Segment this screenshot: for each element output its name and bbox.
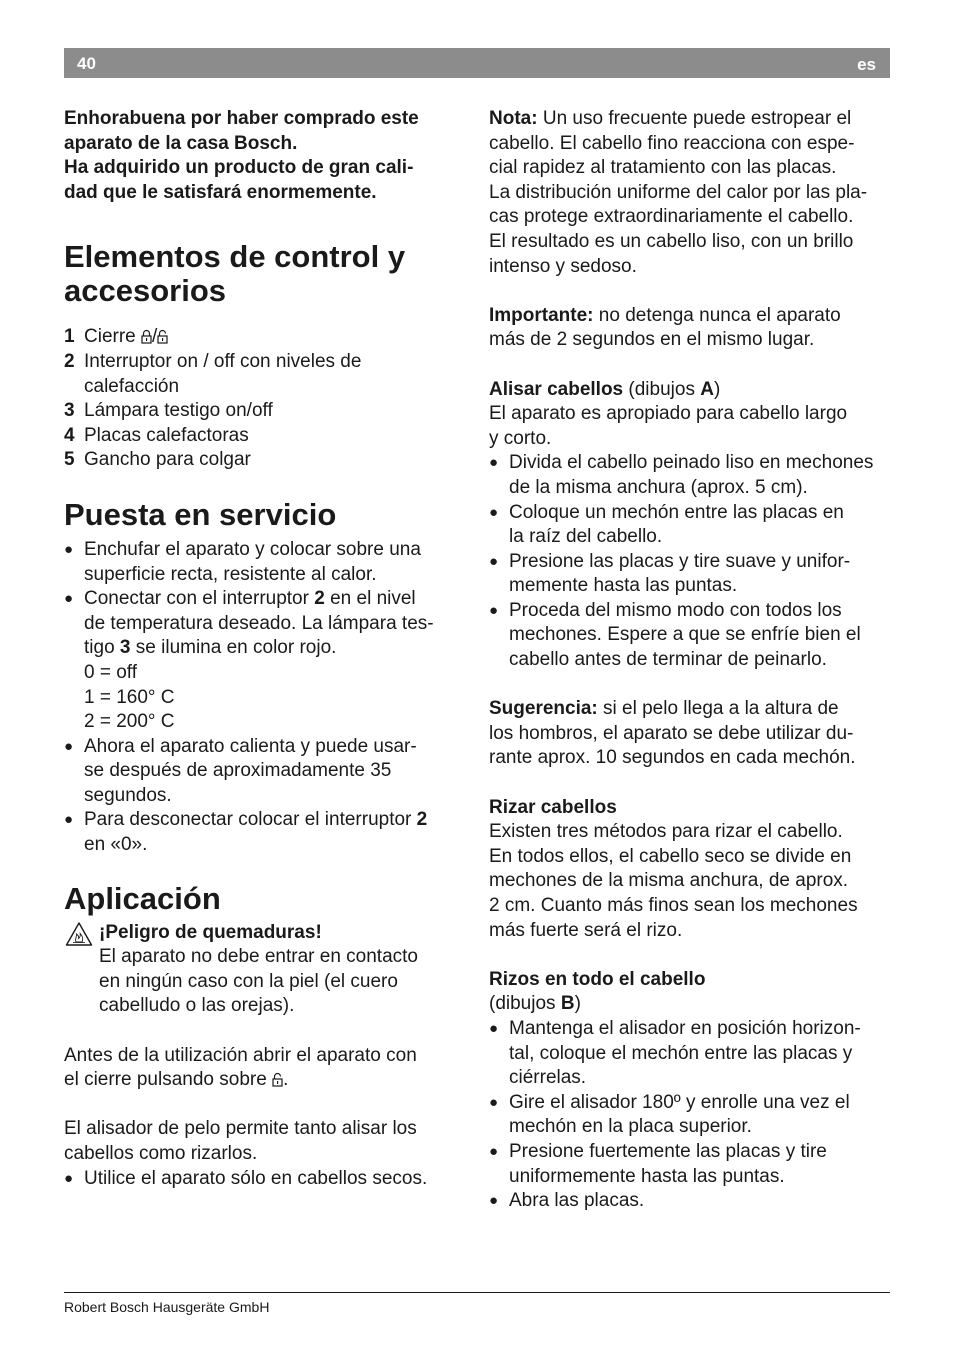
intro-line: aparato de la casa Bosch. [64, 132, 298, 154]
slash: / [152, 326, 158, 348]
item-text: Placas calefactoras [84, 424, 249, 446]
item-number: 3 [64, 400, 75, 422]
straighten-line: y corto. [489, 427, 552, 449]
intro-paragraph [64, 107, 464, 205]
temperature-level: 2 = 200° C [84, 711, 175, 733]
list-item [64, 325, 464, 350]
lock-icon [141, 329, 152, 344]
controls-heading [64, 240, 464, 308]
item-text: Coloque un mechón entre las placas en [509, 501, 844, 523]
usage-paragraph: cabellos como rizarlos. [64, 1143, 258, 1164]
important-line: más de 2 segundos en el mismo lugar. [489, 329, 815, 351]
item-text: Presione las placas y tire suave y unifor- [509, 550, 851, 572]
list-item [64, 587, 464, 735]
note-text: Un uso frecuente puede estropear el [537, 108, 852, 129]
list-item [64, 808, 464, 857]
important-text: no detenga nunca el aparato [593, 304, 841, 326]
warning-line: cabelludo o las orejas). [99, 995, 295, 1017]
tip-text: si el pelo llega a la altura de [597, 698, 839, 720]
temperature-level: 1 = 160° C [84, 686, 175, 708]
curl-line: En todos ellos, el cabello seco se divide en [489, 845, 852, 867]
startup-list [64, 538, 464, 858]
item-text: Cierre [84, 326, 142, 348]
tip-label: Sugerencia: [489, 698, 598, 720]
figure-ref-text: (dibujos [623, 378, 701, 400]
open-instruction: Antes de la utilización abrir el aparato con [64, 1044, 417, 1066]
list-item [489, 599, 894, 673]
footer-company: Robert Bosch Hausgeräte GmbH [64, 1299, 270, 1315]
figure-ref: A [700, 378, 714, 400]
figure-ref-text: ) [574, 993, 581, 1015]
item-text: tigo [84, 637, 120, 659]
bullet-icon: ● [489, 503, 499, 521]
figure-ref-text: (dibujos [489, 993, 561, 1015]
note-line: cabello. El cabello fino reacciona con espe- [489, 132, 855, 154]
ref-number: 2 [314, 588, 325, 610]
bullet-icon: ● [64, 811, 74, 829]
straighten-line: El aparato es apropiado para cabello largo [489, 403, 848, 425]
note-paragraph [489, 107, 894, 132]
section-label: Alisar cabellos [489, 378, 624, 400]
item-text: segundos. [84, 784, 172, 806]
note-label: Nota: [489, 108, 538, 129]
item-text: tal, coloque el mechón entre las placas y [509, 1042, 853, 1064]
list-item [489, 451, 894, 500]
curl-line: mechones de la misma anchura, de aprox. [489, 870, 849, 892]
bullet-icon: ● [489, 552, 499, 570]
bullet-icon: ● [64, 540, 74, 558]
bullet-icon: ● [489, 454, 499, 472]
important-label: Importante: [489, 304, 594, 326]
item-number: 2 [64, 350, 75, 372]
bullet-icon: ● [64, 590, 74, 608]
item-text: Abra las placas. [509, 1190, 645, 1212]
curl-line: 2 cm. Cuanto más finos sean los mechones [489, 895, 858, 916]
note-line: cial rapidez al tratamiento con las placas. [489, 157, 837, 179]
item-text: se ilumina en color rojo. [130, 637, 337, 659]
list-item [489, 1140, 894, 1189]
list-item [64, 538, 464, 587]
item-text: la raíz del cabello. [509, 526, 663, 548]
page-header-bar [64, 48, 890, 78]
item-text: superficie recta, resistente al calor. [84, 563, 377, 585]
item-text: uniformemente hasta las puntas. [509, 1165, 785, 1187]
warning-line: en ningún caso con la piel (el cuero [99, 970, 398, 992]
ref-number: 2 [416, 809, 428, 831]
heading-line: accesorios [64, 273, 226, 309]
item-text: Interruptor on / off con niveles de [84, 350, 362, 372]
figure-ref-text: ) [713, 378, 721, 400]
important-paragraph [489, 304, 894, 329]
intro-line: dad que le satisfará enormemente. [64, 181, 377, 203]
left-column [64, 107, 464, 1191]
temperature-level: 0 = off [84, 661, 138, 683]
tip-line: los hombros, el aparato se debe utilizar du- [489, 722, 854, 744]
list-item [489, 1091, 894, 1140]
unlock-icon [157, 329, 168, 344]
list-item [64, 424, 464, 449]
list-item [489, 1017, 894, 1091]
heading-line: Elementos de control y [64, 239, 406, 275]
item-number: 4 [64, 424, 75, 446]
allcurl-list [489, 1017, 894, 1214]
bullet-icon: ● [64, 737, 74, 755]
item-text: calefacción [84, 375, 180, 397]
item-text: mechón en la placa superior. [509, 1116, 752, 1138]
right-column [489, 107, 894, 1214]
list-item [64, 1167, 464, 1192]
open-instruction: el cierre pulsando sobre . [64, 1069, 289, 1091]
list-item [489, 550, 894, 599]
item-text: Enchufar el aparato y colocar sobre una [84, 538, 421, 560]
item-text: Presione fuertemente las placas y tire [509, 1140, 827, 1162]
list-item [64, 399, 464, 424]
tip-line: rante aprox. 10 segundos en cada mechón. [489, 747, 856, 769]
startup-heading: Puesta en servicio [64, 496, 337, 532]
note-line: El resultado es un cabello liso, con un brillo [489, 230, 854, 252]
allcurl-figure-ref [489, 992, 894, 1017]
bullet-icon: ● [489, 1093, 499, 1111]
allcurl-heading: Rizos en todo el cabello [489, 968, 706, 990]
item-text: ciérrelas. [509, 1067, 587, 1089]
warning-title: ¡Peligro de quemaduras! [99, 921, 322, 943]
item-text: se después de aproximadamente 35 [84, 760, 392, 782]
list-item [489, 1189, 894, 1214]
item-text: de la misma anchura (aprox. 5 cm). [509, 476, 808, 498]
note-line: cas protege extraordinariamente el cabello. [489, 206, 854, 228]
ref-number: 3 [119, 637, 131, 659]
burn-warning [64, 921, 464, 1019]
list-item [489, 501, 894, 550]
item-text: Gancho para colgar [84, 449, 251, 471]
curl-line: Existen tres métodos para rizar el cabello. [489, 821, 843, 843]
unlock-icon [272, 1072, 283, 1087]
straighten-list [489, 451, 894, 672]
item-text: mechones. Espere a que se enfríe bien el [509, 624, 861, 646]
item-text: Ahora el aparato calienta y puede usar- [84, 735, 417, 757]
item-text: de temperatura deseado. La lámpara tes- [84, 612, 434, 634]
item-text: Lámpara testigo on/off [84, 400, 273, 422]
list-item [64, 350, 464, 399]
item-text: en el nivel [324, 588, 416, 610]
usage-list [64, 1167, 464, 1192]
item-text: cabello antes de terminar de peinarlo. [509, 649, 827, 671]
bullet-icon: ● [489, 1019, 499, 1037]
bullet-icon: ● [489, 601, 499, 619]
item-text: memente hasta las puntas. [509, 575, 738, 597]
footer-divider [64, 1292, 890, 1293]
curl-line: más fuerte será el rizo. [489, 919, 683, 941]
figure-ref: B [560, 993, 575, 1015]
item-text: Gire el alisador 180º y enrolle una vez el [509, 1091, 850, 1113]
item-text: Proceda del mismo modo con todos los [509, 599, 842, 621]
curl-heading: Rizar cabellos [489, 796, 617, 818]
intro-line: Ha adquirido un producto de gran cali- [64, 157, 414, 179]
item-text: Para desconectar colocar el interruptor [84, 809, 417, 831]
item-text: Utilice el aparato sólo en cabellos secos. [84, 1167, 428, 1189]
application-heading: Aplicación [64, 880, 221, 916]
usage-paragraph: El alisador de pelo permite tanto alisar los [64, 1118, 417, 1140]
item-text: Conectar con el interruptor [84, 588, 315, 610]
note-line: intenso y sedoso. [489, 255, 637, 277]
page-number: 40 [77, 54, 96, 73]
bullet-icon: ● [489, 1142, 499, 1160]
note-line: La distribución uniforme del calor por las pla- [489, 181, 868, 203]
item-text: en «0». [84, 834, 148, 856]
intro-line: Enhorabuena por haber comprado este [64, 108, 419, 129]
warning-triangle-icon [65, 921, 93, 947]
tip-paragraph [489, 697, 894, 722]
item-text: Mantenga el alisador en posición horizon- [509, 1017, 861, 1039]
item-number: 5 [64, 449, 75, 471]
straighten-heading [489, 378, 894, 403]
bullet-icon: ● [64, 1169, 74, 1187]
language-code: es [857, 55, 876, 74]
warning-line: El aparato no debe entrar en contacto [99, 946, 419, 968]
open-text: el cierre pulsando sobre [64, 1069, 273, 1091]
list-item [64, 735, 464, 809]
item-number: 1 [64, 326, 75, 348]
controls-list [64, 325, 464, 473]
list-item [64, 448, 464, 473]
bullet-icon: ● [489, 1192, 499, 1210]
item-text: Divida el cabello peinado liso en mechones [509, 452, 874, 474]
